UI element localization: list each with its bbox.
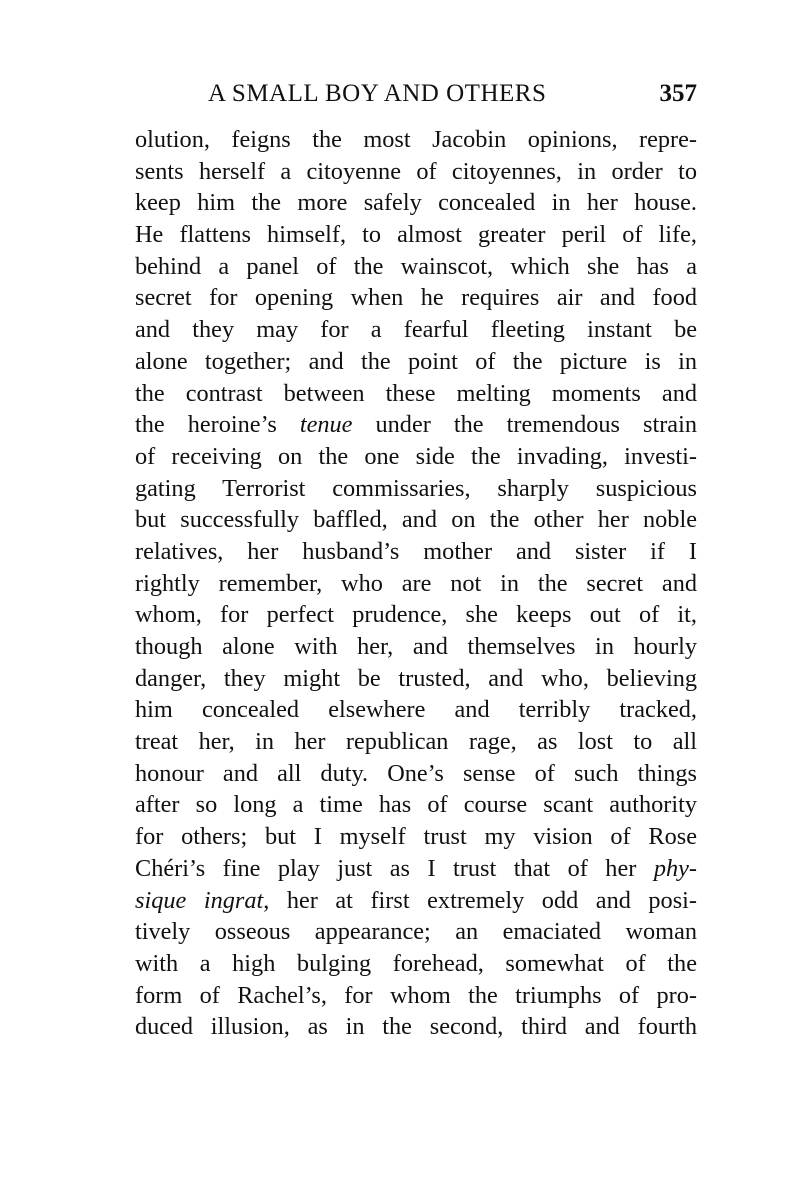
text-line: Chéri’s fine play just as I trust that of her phy- (135, 854, 697, 882)
italic-word: tenue (299, 411, 353, 439)
text-line: with a high bulging forehead, somewhat of the (135, 949, 697, 977)
text-line: though alone with her, and themselves in hourly (135, 633, 697, 660)
running-head (135, 80, 697, 114)
italic-phrase: sique ingrat (135, 886, 264, 914)
text-line: for others; but I myself trust my vision of Rose (135, 823, 697, 851)
text-line: rightly remember, who are not in the secret and (135, 569, 697, 597)
text-line: gating Terrorist commissaries, sharply suspicious (135, 474, 697, 502)
page-number: 357 (659, 80, 697, 107)
text-line: sents herself a citoyenne of citoyennes, in order to (135, 157, 697, 185)
text-line: keep him the more safely concealed in her house. (135, 189, 697, 217)
text-line: sique ingrat, her at first extremely odd and posi- (135, 886, 697, 914)
text-line: danger, they might be trusted, and who, believing (135, 664, 697, 692)
italic-word: phy- (653, 854, 697, 882)
text-line: honour and all duty. One’s sense of such things (135, 759, 697, 787)
text-line: duced illusion, as in the second, third and fourth (135, 1013, 697, 1041)
text-line: behind a panel of the wainscot, which she has a (135, 252, 697, 280)
text-line: tively osseous appearance; an emaciated woman (135, 918, 697, 946)
text-line: but successfully baffled, and on the other her noble (135, 506, 697, 534)
text-line: secret for opening when he requires air and food (135, 284, 697, 312)
text-line: the heroine’s tenue under the tremendous strain (135, 411, 697, 439)
text-line: and they may for a fearful fleeting instant be (135, 316, 697, 344)
text-line: treat her, in her republican rage, as lost to all (135, 728, 697, 756)
body-text (135, 124, 697, 1043)
text-line: whom, for perfect prudence, she keeps out of it, (135, 601, 697, 629)
text-line: him concealed elsewhere and terribly tracked, (135, 696, 697, 724)
text-line: olution, feigns the most Jacobin opinions, repre- (135, 126, 697, 153)
running-title: A SMALL BOY AND OTHERS (208, 80, 547, 107)
text-line: form of Rachel’s, for whom the triumphs of pro- (135, 981, 697, 1009)
text-line: relatives, her husband’s mother and sister if I (135, 537, 697, 565)
text-line: the contrast between these melting moments and (135, 379, 697, 407)
text-line: of receiving on the one side the invading, investi- (135, 442, 697, 470)
text-line: alone together; and the point of the picture is in (135, 347, 697, 375)
text-line: after so long a time has of course scant authority (135, 791, 697, 819)
text-line: He flattens himself, to almost greater peril of life, (135, 221, 697, 249)
